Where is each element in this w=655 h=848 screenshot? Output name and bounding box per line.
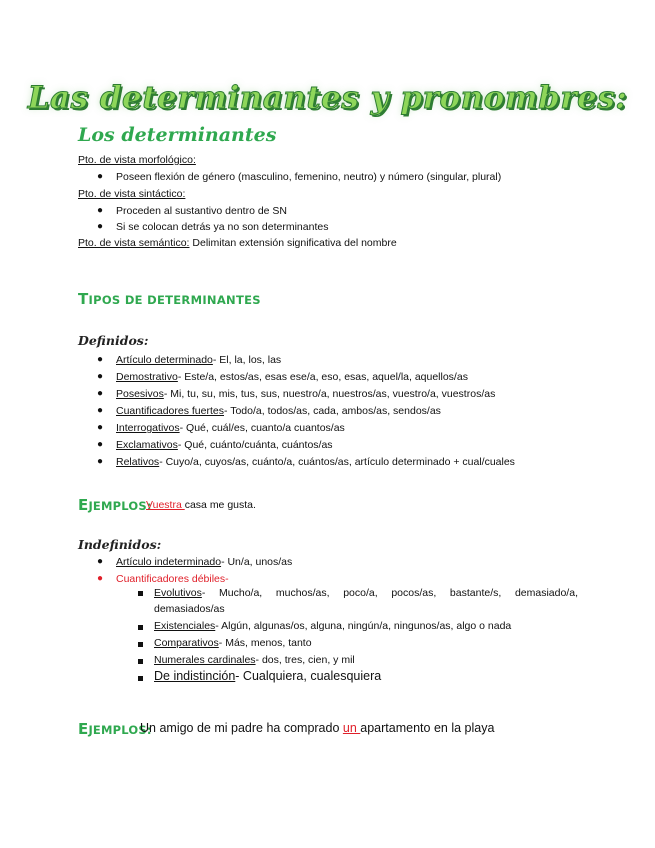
square-bullet-icon xyxy=(138,591,143,596)
definidos-item: Interrogativos- Qué, cuál/es, cuanto/a cuantos/as xyxy=(116,422,345,434)
definidos-item: Relativos- Cuyo/a, cuyos/as, cuánto/a, cuántos/as, artículo determinado + cual/cuales xyxy=(116,456,515,468)
square-bullet-icon xyxy=(138,642,143,647)
definidos-item: Artículo determinado- El, la, los, las xyxy=(116,354,282,366)
indefinidos-heading: Indefinidos: xyxy=(78,537,162,552)
evolutivos-line-2: demasiados/as xyxy=(154,603,225,615)
tipos-heading: TIPOS DE DETERMINANTES xyxy=(78,290,261,308)
square-bullet-icon xyxy=(138,625,143,630)
bullet-icon: ● xyxy=(97,171,104,182)
definidos-item: Exclamativos- Qué, cuánto/cuánta, cuántos/as xyxy=(116,439,333,451)
ejemplo-2-text: Un amigo de mi padre ha comprado un apartamento en la playa xyxy=(140,721,495,735)
ejemplo-1-text: Vuestra casa me gusta. xyxy=(146,499,256,511)
square-bullet-icon xyxy=(138,676,143,681)
bullet-icon: ● xyxy=(97,422,104,433)
morfologico-bullet: Poseen flexión de género (masculino, femenino, neutro) y número (singular, plural) xyxy=(116,171,502,183)
indefinidos-articulo: Artículo indeterminado- Un/a, unos/as xyxy=(116,556,293,568)
semantico-label: Pto. de vista semántico: xyxy=(78,237,190,249)
sintactico-label: Pto. de vista sintáctico: xyxy=(78,188,186,200)
definidos-item: Posesivos- Mi, tu, su, mis, tus, sus, nuestro/a, nuestros/as, vuestro/a, vuestros/as xyxy=(116,388,496,400)
bullet-icon: ● xyxy=(97,221,104,232)
bullet-icon: ● xyxy=(97,354,104,365)
semantico-text: Delimitan extensión significativa del nombre xyxy=(189,237,397,249)
morfologico-label: Pto. de vista morfológico: xyxy=(78,154,196,166)
definidos-heading: Definidos: xyxy=(78,333,149,348)
definidos-item: Cuantificadores fuertes- Todo/a, todos/as, cada, ambos/as, sendos/as xyxy=(116,405,441,417)
evolutivos-line: Evolutivos- Mucho/a, muchos/as, poco/a, pocos/as, bastante/s, demasiado/a, xyxy=(154,587,578,599)
existenciales-line: Existenciales- Algún, algunas/os, alguna, ningún/a, ningunos/as, algo o nada xyxy=(154,620,512,632)
bullet-icon: ● xyxy=(97,205,104,216)
definidos-item: Demostrativo- Este/a, estos/as, esas ese/a, eso, esas, aquel/la, aquellos/as xyxy=(116,371,468,383)
highlight-word: Vuestra xyxy=(146,499,185,511)
bullet-icon: ● xyxy=(97,405,104,416)
bullet-icon: ● xyxy=(97,456,104,467)
section-subtitle: Los determinantes xyxy=(78,124,277,146)
page-title: Las determinantes y pronombres: xyxy=(27,80,628,116)
bullet-icon: ● xyxy=(97,556,104,567)
ejemplo-2: EJEMPLOS: xyxy=(78,720,152,738)
indistincion-line: De indistinción- Cualquiera, cualesquiera xyxy=(154,669,382,683)
numerales-line: Numerales cardinales- dos, tres, cien, y mil xyxy=(154,654,355,666)
indefinidos-cuantificadores: Cuantificadores débiles- xyxy=(116,573,229,585)
highlight-word: un xyxy=(342,721,361,735)
bullet-icon: ● xyxy=(97,388,104,399)
bullet-icon: ● xyxy=(97,439,104,450)
bullet-icon: ● xyxy=(97,371,104,382)
ejemplo-1: EJEMPLOS: xyxy=(78,496,152,514)
sintactico-bullet-2: Si se colocan detrás ya no son determinantes xyxy=(116,221,329,233)
comparativos-line: Comparativos- Más, menos, tanto xyxy=(154,637,312,649)
sintactico-bullet-1: Proceden al sustantivo dentro de SN xyxy=(116,205,288,217)
bullet-icon: ● xyxy=(97,573,104,584)
semantico-line xyxy=(78,237,397,250)
square-bullet-icon xyxy=(138,659,143,664)
